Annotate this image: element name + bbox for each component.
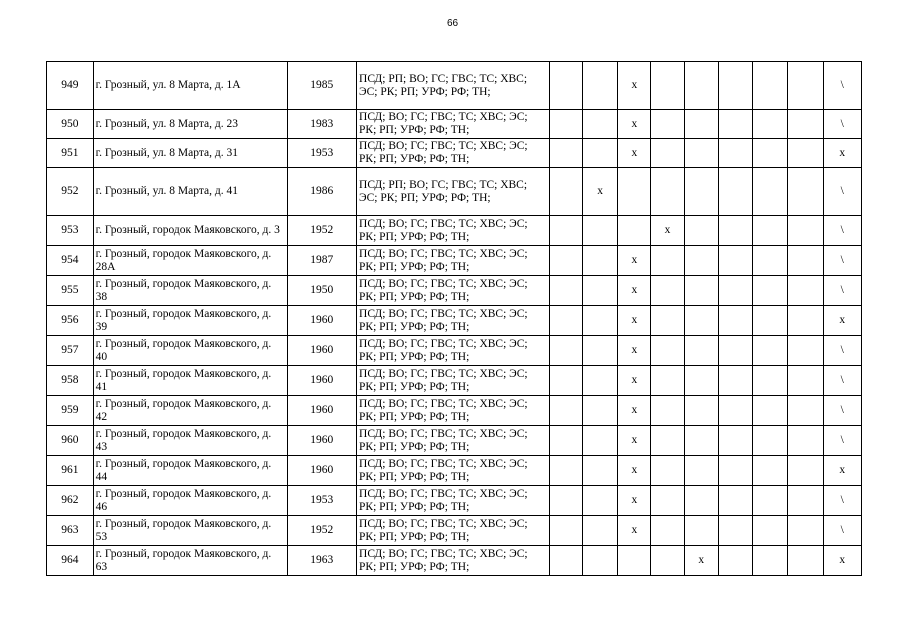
mark-cell: x <box>823 139 861 168</box>
mark-cell <box>788 486 823 516</box>
address-cell: г. Грозный, ул. 8 Марта, д. 1А <box>93 62 287 110</box>
mark-cell <box>753 139 788 168</box>
mark-cell <box>753 306 788 336</box>
mark-cell <box>684 216 718 246</box>
row-number-cell: 954 <box>47 246 94 276</box>
mark-cell <box>684 110 718 139</box>
mark-cell: x <box>618 396 651 426</box>
table-row <box>47 546 862 576</box>
mark-cell <box>788 139 823 168</box>
mark-cell <box>788 306 823 336</box>
mark-cell: x <box>684 546 718 576</box>
mark-cell <box>718 246 752 276</box>
mark-cell <box>651 396 684 426</box>
mark-cell <box>753 246 788 276</box>
mark-cell <box>684 168 718 216</box>
mark-cell <box>618 546 651 576</box>
mark-cell <box>549 110 582 139</box>
row-number-cell: 955 <box>47 276 94 306</box>
year-cell: 1960 <box>287 336 356 366</box>
works-list-cell: ПСД; РП; ВО; ГС; ГВС; ТС; ХВС; ЭС; РК; РП; УРФ; РФ; ТН; <box>357 62 550 110</box>
mark-cell <box>684 276 718 306</box>
mark-cell: x <box>618 306 651 336</box>
mark-cell: x <box>823 306 861 336</box>
mark-cell <box>718 336 752 366</box>
address-cell: г. Грозный, ул. 8 Марта, д. 41 <box>93 168 287 216</box>
mark-cell <box>549 276 582 306</box>
address-cell: г. Грозный, городок Маяковского, д. 53 <box>93 516 287 546</box>
mark-cell <box>651 456 684 486</box>
mark-cell: x <box>618 516 651 546</box>
address-cell: г. Грозный, городок Маяковского, д. 41 <box>93 366 287 396</box>
address-cell: г. Грозный, ул. 8 Марта, д. 31 <box>93 139 287 168</box>
mark-cell <box>753 546 788 576</box>
mark-cell <box>788 546 823 576</box>
mark-cell <box>618 168 651 216</box>
table-row <box>47 336 862 366</box>
mark-cell <box>718 486 752 516</box>
year-cell: 1987 <box>287 246 356 276</box>
table-row <box>47 306 862 336</box>
address-cell: г. Грозный, городок Маяковского, д. 39 <box>93 306 287 336</box>
table-row <box>47 110 862 139</box>
works-list-cell: ПСД; ВО; ГС; ГВС; ТС; ХВС; ЭС; РК; РП; УРФ; РФ; ТН; <box>357 306 550 336</box>
mark-cell <box>718 546 752 576</box>
mark-cell <box>651 486 684 516</box>
mark-cell: x <box>823 456 861 486</box>
mark-cell <box>788 516 823 546</box>
mark-cell <box>684 516 718 546</box>
mark-cell <box>583 516 618 546</box>
mark-cell: \ <box>823 396 861 426</box>
mark-cell <box>684 456 718 486</box>
mark-cell: x <box>618 246 651 276</box>
works-list-cell: ПСД; ВО; ГС; ГВС; ТС; ХВС; ЭС; РК; РП; УРФ; РФ; ТН; <box>357 246 550 276</box>
mark-cell <box>583 486 618 516</box>
mark-cell: \ <box>823 62 861 110</box>
works-list-cell: ПСД; ВО; ГС; ГВС; ТС; ХВС; ЭС; РК; РП; УРФ; РФ; ТН; <box>357 216 550 246</box>
mark-cell <box>651 246 684 276</box>
mark-cell <box>788 396 823 426</box>
mark-cell <box>549 486 582 516</box>
row-number-cell: 958 <box>47 366 94 396</box>
row-number-cell: 962 <box>47 486 94 516</box>
table-row <box>47 276 862 306</box>
works-list-cell: ПСД; ВО; ГС; ГВС; ТС; ХВС; ЭС; РК; РП; УРФ; РФ; ТН; <box>357 110 550 139</box>
address-cell: г. Грозный, городок Маяковского, д. 44 <box>93 456 287 486</box>
mark-cell <box>718 306 752 336</box>
mark-cell <box>549 306 582 336</box>
mark-cell <box>684 336 718 366</box>
mark-cell <box>549 62 582 110</box>
mark-cell <box>788 110 823 139</box>
mark-cell <box>788 366 823 396</box>
mark-cell: x <box>618 456 651 486</box>
mark-cell: \ <box>823 366 861 396</box>
mark-cell <box>718 216 752 246</box>
mark-cell <box>788 456 823 486</box>
year-cell: 1983 <box>287 110 356 139</box>
works-list-cell: ПСД; ВО; ГС; ГВС; ТС; ХВС; ЭС; РК; РП; УРФ; РФ; ТН; <box>357 546 550 576</box>
row-number-cell: 949 <box>47 62 94 110</box>
address-cell: г. Грозный, городок Маяковского, д. 38 <box>93 276 287 306</box>
mark-cell <box>583 456 618 486</box>
mark-cell <box>651 62 684 110</box>
works-list-cell: ПСД; ВО; ГС; ГВС; ТС; ХВС; ЭС; РК; РП; УРФ; РФ; ТН; <box>357 139 550 168</box>
mark-cell: \ <box>823 336 861 366</box>
mark-cell: \ <box>823 276 861 306</box>
mark-cell <box>583 216 618 246</box>
mark-cell <box>718 168 752 216</box>
year-cell: 1960 <box>287 306 356 336</box>
mark-cell <box>788 276 823 306</box>
mark-cell: \ <box>823 486 861 516</box>
table-row <box>47 246 862 276</box>
mark-cell <box>549 168 582 216</box>
row-number-cell: 950 <box>47 110 94 139</box>
mark-cell <box>718 456 752 486</box>
table-row <box>47 486 862 516</box>
year-cell: 1960 <box>287 426 356 456</box>
mark-cell <box>788 62 823 110</box>
row-number-cell: 959 <box>47 396 94 426</box>
mark-cell <box>684 306 718 336</box>
table-row <box>47 456 862 486</box>
mark-cell <box>618 216 651 246</box>
mark-cell: x <box>618 139 651 168</box>
row-number-cell: 952 <box>47 168 94 216</box>
mark-cell <box>583 62 618 110</box>
mark-cell: \ <box>823 168 861 216</box>
table-row <box>47 139 862 168</box>
mark-cell <box>651 139 684 168</box>
mark-cell <box>684 139 718 168</box>
mark-cell <box>583 110 618 139</box>
mark-cell: x <box>823 546 861 576</box>
address-cell: г. Грозный, ул. 8 Марта, д. 23 <box>93 110 287 139</box>
mark-cell <box>753 110 788 139</box>
mark-cell <box>718 366 752 396</box>
mark-cell <box>753 426 788 456</box>
mark-cell <box>549 216 582 246</box>
mark-cell: x <box>618 336 651 366</box>
mark-cell <box>753 366 788 396</box>
address-cell: г. Грозный, городок Маяковского, д. 42 <box>93 396 287 426</box>
year-cell: 1960 <box>287 456 356 486</box>
mark-cell <box>651 168 684 216</box>
mark-cell: \ <box>823 426 861 456</box>
row-number-cell: 964 <box>47 546 94 576</box>
year-cell: 1960 <box>287 396 356 426</box>
table-row <box>47 426 862 456</box>
address-cell: г. Грозный, городок Маяковского, д. 3 <box>93 216 287 246</box>
year-cell: 1952 <box>287 516 356 546</box>
mark-cell <box>583 366 618 396</box>
year-cell: 1986 <box>287 168 356 216</box>
row-number-cell: 957 <box>47 336 94 366</box>
page-number: 66 <box>446 18 459 29</box>
address-cell: г. Грозный, городок Маяковского, д. 28А <box>93 246 287 276</box>
mark-cell <box>718 276 752 306</box>
mark-cell <box>549 366 582 396</box>
table-row <box>47 216 862 246</box>
mark-cell <box>583 139 618 168</box>
year-cell: 1952 <box>287 216 356 246</box>
mark-cell <box>718 62 752 110</box>
mark-cell <box>753 62 788 110</box>
mark-cell <box>684 396 718 426</box>
mark-cell <box>753 516 788 546</box>
row-number-cell: 961 <box>47 456 94 486</box>
mark-cell <box>718 396 752 426</box>
table-row <box>47 62 862 110</box>
mark-cell <box>788 216 823 246</box>
mark-cell <box>684 426 718 456</box>
mark-cell: x <box>651 216 684 246</box>
mark-cell <box>753 276 788 306</box>
mark-cell: x <box>618 110 651 139</box>
table-row <box>47 516 862 546</box>
mark-cell <box>651 276 684 306</box>
mark-cell <box>651 110 684 139</box>
mark-cell <box>651 336 684 366</box>
works-list-cell: ПСД; РП; ВО; ГС; ГВС; ТС; ХВС; ЭС; РК; РП; УРФ; РФ; ТН; <box>357 168 550 216</box>
year-cell: 1953 <box>287 486 356 516</box>
mark-cell <box>583 246 618 276</box>
mark-cell: x <box>618 366 651 396</box>
row-number-cell: 951 <box>47 139 94 168</box>
mark-cell <box>549 456 582 486</box>
works-list-cell: ПСД; ВО; ГС; ГВС; ТС; ХВС; ЭС; РК; РП; УРФ; РФ; ТН; <box>357 276 550 306</box>
address-cell: г. Грозный, городок Маяковского, д. 43 <box>93 426 287 456</box>
mark-cell: \ <box>823 246 861 276</box>
mark-cell: x <box>618 62 651 110</box>
mark-cell <box>753 216 788 246</box>
mark-cell: x <box>583 168 618 216</box>
mark-cell <box>753 168 788 216</box>
mark-cell <box>718 139 752 168</box>
works-list-cell: ПСД; ВО; ГС; ГВС; ТС; ХВС; ЭС; РК; РП; УРФ; РФ; ТН; <box>357 336 550 366</box>
works-list-cell: ПСД; ВО; ГС; ГВС; ТС; ХВС; ЭС; РК; РП; УРФ; РФ; ТН; <box>357 366 550 396</box>
works-list-cell: ПСД; ВО; ГС; ГВС; ТС; ХВС; ЭС; РК; РП; УРФ; РФ; ТН; <box>357 516 550 546</box>
address-cell: г. Грозный, городок Маяковского, д. 46 <box>93 486 287 516</box>
mark-cell <box>583 276 618 306</box>
mark-cell <box>583 396 618 426</box>
row-number-cell: 953 <box>47 216 94 246</box>
mark-cell <box>753 336 788 366</box>
mark-cell <box>549 546 582 576</box>
mark-cell <box>718 426 752 456</box>
year-cell: 1960 <box>287 366 356 396</box>
table-row <box>47 168 862 216</box>
mark-cell: x <box>618 486 651 516</box>
address-cell: г. Грозный, городок Маяковского, д. 40 <box>93 336 287 366</box>
table-row <box>47 366 862 396</box>
mark-cell <box>549 139 582 168</box>
mark-cell <box>549 396 582 426</box>
mark-cell <box>788 246 823 276</box>
works-list-cell: ПСД; ВО; ГС; ГВС; ТС; ХВС; ЭС; РК; РП; УРФ; РФ; ТН; <box>357 426 550 456</box>
mark-cell <box>684 62 718 110</box>
mark-cell <box>788 336 823 366</box>
mark-cell <box>788 168 823 216</box>
mark-cell <box>583 426 618 456</box>
mark-cell: x <box>618 426 651 456</box>
housing-register-table <box>46 61 862 576</box>
mark-cell <box>549 426 582 456</box>
mark-cell <box>753 456 788 486</box>
row-number-cell: 956 <box>47 306 94 336</box>
works-list-cell: ПСД; ВО; ГС; ГВС; ТС; ХВС; ЭС; РК; РП; УРФ; РФ; ТН; <box>357 396 550 426</box>
mark-cell <box>788 426 823 456</box>
mark-cell <box>651 306 684 336</box>
mark-cell: \ <box>823 216 861 246</box>
address-cell: г. Грозный, городок Маяковского, д. 63 <box>93 546 287 576</box>
works-list-cell: ПСД; ВО; ГС; ГВС; ТС; ХВС; ЭС; РК; РП; УРФ; РФ; ТН; <box>357 486 550 516</box>
year-cell: 1963 <box>287 546 356 576</box>
mark-cell <box>651 546 684 576</box>
mark-cell <box>549 516 582 546</box>
mark-cell <box>718 516 752 546</box>
mark-cell <box>684 486 718 516</box>
mark-cell: \ <box>823 516 861 546</box>
works-list-cell: ПСД; ВО; ГС; ГВС; ТС; ХВС; ЭС; РК; РП; УРФ; РФ; ТН; <box>357 456 550 486</box>
row-number-cell: 963 <box>47 516 94 546</box>
year-cell: 1953 <box>287 139 356 168</box>
mark-cell <box>651 516 684 546</box>
mark-cell <box>684 246 718 276</box>
mark-cell <box>583 306 618 336</box>
mark-cell <box>753 486 788 516</box>
mark-cell <box>549 336 582 366</box>
year-cell: 1985 <box>287 62 356 110</box>
year-cell: 1950 <box>287 276 356 306</box>
mark-cell <box>583 546 618 576</box>
table-row <box>47 396 862 426</box>
mark-cell <box>583 336 618 366</box>
mark-cell: x <box>618 276 651 306</box>
mark-cell <box>549 246 582 276</box>
mark-cell <box>651 366 684 396</box>
mark-cell: \ <box>823 110 861 139</box>
mark-cell <box>651 426 684 456</box>
mark-cell <box>753 396 788 426</box>
mark-cell <box>684 366 718 396</box>
row-number-cell: 960 <box>47 426 94 456</box>
mark-cell <box>718 110 752 139</box>
